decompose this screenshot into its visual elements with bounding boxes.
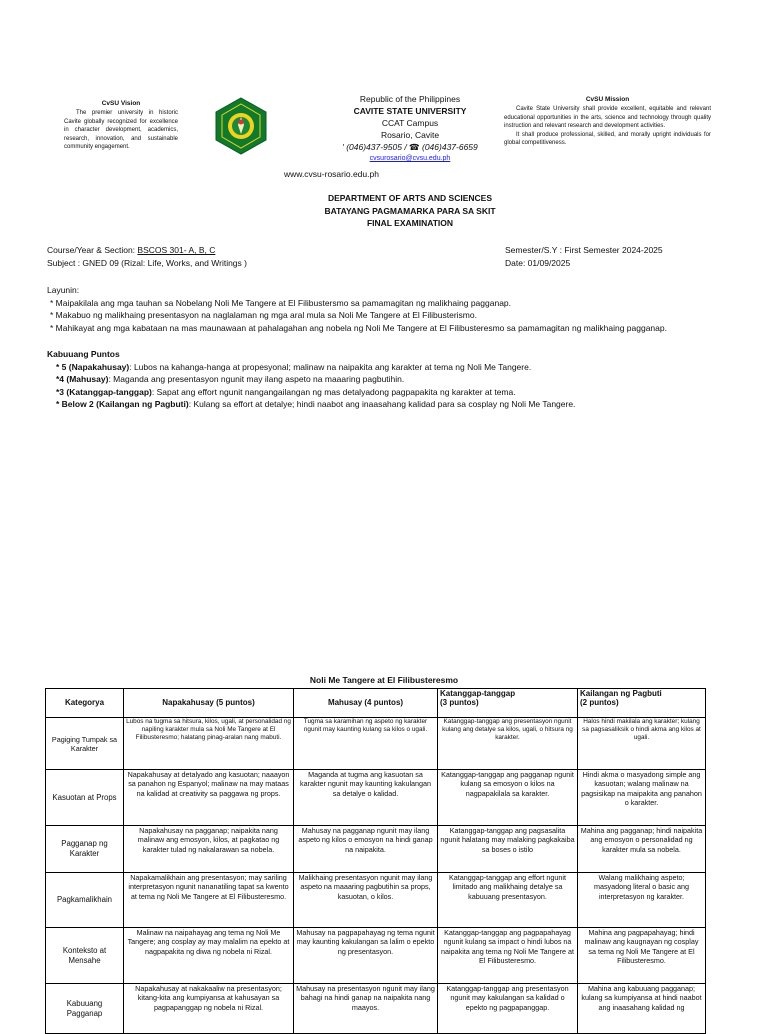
table-row <box>46 718 706 770</box>
table-cell: Malikhaing presentasyon ngunit may ilang aspeto na maaaring pagbutihin sa props, kasuotan, o kilos. <box>294 873 438 928</box>
department-heading <box>250 192 570 230</box>
header-cell: Napakahusay (5 puntos) <box>124 689 294 718</box>
vision-title: CvSU Vision <box>101 100 141 107</box>
table-cell: Napakahusay at detalyado ang kasuotan; naaayon sa panahon ng Espanyol; malinaw na may mataas na kalidad at creativity sa paggawa ng props. <box>124 770 294 826</box>
website-text: www.cvsu-rosario.edu.ph <box>284 169 379 179</box>
course-section <box>47 244 215 257</box>
table-cell: Napakamalikhain ang presentasyon; may sariling interpretasyon ngunit nananatiling tapat sa kwento at tema ng Noli Me Tangere at El Filibusteresmo. <box>124 873 294 928</box>
table-row <box>46 770 706 826</box>
table-header-row <box>46 689 706 718</box>
table-cell: Walang malikhaing aspeto; masyadong literal o basic ang interpretasyon ng karakter. <box>578 873 706 928</box>
table-cell: Katanggap-tanggap ang pagpapahayag ngunit kulang sa impact o hindi lubos na naipakita ang tema ng Noli Me Tangere at El Filibusteresmo. <box>438 928 578 984</box>
category-cell: Kasuotan at Props <box>46 770 124 826</box>
department-name: DEPARTMENT OF ARTS AND SCIENCES <box>327 193 493 203</box>
rubric-title: BATAYANG PAGMAMARKA PARA SA SKIT <box>324 205 496 216</box>
table-cell: Halos hindi makilala ang karakter; kulang sa pagsasaliksik o hindi akma ang kilos at ugali. <box>578 718 706 770</box>
header-cell: Kailangan ng Pagbuti (2 puntos) <box>578 689 706 718</box>
vision-block <box>64 100 178 152</box>
header-cell: Mahusay (4 puntos) <box>294 689 438 718</box>
republic-label: Republic of the Philippines <box>359 94 461 104</box>
mission-title: CvSU Mission <box>585 96 630 103</box>
scoring-item: *3 (Katanggap-tanggap): Sapat ang effort ngunit nangangailangan ng mas detalyadong pagpapakita ng karakter at tema. <box>56 386 516 397</box>
table-row <box>46 826 706 873</box>
table-cell: Hindi akma o masyadong simple ang kasuotan; walang malinaw na pagsisikap na maipakita ang panahon o karakter. <box>578 770 706 826</box>
category-cell: Pagganap ng Karakter <box>46 826 124 873</box>
table-cell: Katanggap-tanggap ang pagsasalita ngunit halatang may malaking pagkakaiba sa boses o istilo <box>438 826 578 873</box>
objective-item: * Mahikayat ang mga kabataan na mas maunawaan at pahalagahan ang nobela ng Noli Me Tangere at El Filibusteresmo sa pamamagitan ng malikhaing pagganap. <box>50 322 667 333</box>
category-cell: Kabuuang Pagganap <box>46 984 124 1034</box>
table-cell: Mahusay na presentasyon ngunit may ilang bahagi na hindi ganap na naipakita nang maayos. <box>294 984 438 1034</box>
table-cell: Mahina ang kabuuang pagganap; kulang sa kumpiyansa at hindi naabot ang inaasahang kalidad ng <box>578 984 706 1034</box>
scoring-section <box>47 348 747 411</box>
subject-line: Subject : GNED 09 (Rizal: Life, Works, and Writings ) <box>47 258 247 268</box>
table-row <box>46 873 706 928</box>
table-cell: Mahusay na pagpapahayag ng tema ngunit may kaunting kakulangan sa lalim o epekto ng presentasyon. <box>294 928 438 984</box>
exam-title: FINAL EXAMINATION <box>366 218 454 228</box>
scoring-heading: Kabuuang Puntos <box>47 349 120 359</box>
header-cell: Katanggap-tanggap (3 puntos) <box>438 689 578 718</box>
table-cell: Tugma sa karamihan ng aspeto ng karakter ngunit may kaunting kulang sa kilos o ugali. <box>294 718 438 770</box>
vision-body: The premier university in historic Cavite globally recognized for excellence in character development, academics, research, innovation, and sustainable community engagement. <box>64 110 178 151</box>
table-cell: Katanggap-tanggap ang presentasyon ngunit may kakulangan sa kalidad o epekto ng pagpapanggap. <box>438 984 578 1034</box>
header-cell: Kategorya <box>46 689 124 718</box>
category-cell: Pagiging Tumpak sa Karakter <box>46 718 124 770</box>
table-cell: Katanggap-tanggap ang pagganap ngunit kulang sa emosyon o kilos na nagpapakilala sa karakter. <box>438 770 578 826</box>
scoring-item: * Below 2 (Kailangan ng Pagbuti): Kulang sa effort at detalye; hindi naabot ang inaasahang kalidad para sa cosplay ng Noli Me Tangere. <box>56 399 576 410</box>
category-cell: Pagkamalikhain <box>46 873 124 928</box>
table-cell: Katanggap-tanggap ang presentasyon ngunit kulang ang detalye sa kilos, ugali, o hitsura ng karakter. <box>438 718 578 770</box>
campus-location: Rosario, Cavite <box>380 130 440 140</box>
semester-line: Semester/S.Y : First Semester 2024-2025 <box>505 245 663 255</box>
table-cell: Maganda at tugma ang kasuotan sa karakter ngunit may kaunting kakulangan sa detalye o kalidad. <box>294 770 438 826</box>
table-row <box>46 928 706 984</box>
date-line: Date: 01/09/2025 <box>505 258 571 268</box>
category-cell: Konteksto at Mensahe <box>46 928 124 984</box>
mission-body: Cavite State University shall provide excellent, equitable and relevant educational opportunities in the arts, science and technology through quality instruction and relevant research and development activities. It shall produce professional, skilled, and morally upright individuals for global competitiveness. <box>504 106 711 147</box>
email-link[interactable]: cvsurosario@cvsu.edu.ph <box>369 155 451 162</box>
table-cell: Mahina ang pagganap; hindi naipakita ang emosyon o personalidad ng karakter mula sa nobela. <box>578 826 706 873</box>
table-cell: Lubos na tugma sa hitsura, kilos, ugali, at personalidad ng napiling karakter mula sa Noli Me Tangere at El Filibusteresmo; halatang pinag-aralan nang mabuti. <box>124 718 294 770</box>
rubric-table <box>45 688 706 1034</box>
objectives-section <box>47 284 747 334</box>
course-value: BSCOS 301- A, B, C <box>137 245 216 255</box>
table-title: Noli Me Tangere at El Filibusteresmo <box>309 675 459 685</box>
table-cell: Katanggap-tanggap ang effort ngunit limitado ang malikhaing detalye sa kabuuang presentasyon. <box>438 873 578 928</box>
campus-name: CCAT Campus <box>381 118 439 128</box>
objectives-heading: Layunin: <box>47 285 80 295</box>
table-row <box>46 984 706 1034</box>
table-cell: Napakahusay at nakakaaliw na presentasyon; kitang-kita ang kumpiyansa at kahusayan sa pagpapanggap ng nobela ni Rizal. <box>124 984 294 1034</box>
scoring-item: *4 (Mahusay): Maganda ang presentasyon ngunit may ilang aspeto na maaaring pagbutihin. <box>56 374 405 385</box>
table-cell: Napakahusay na pagganap; naipakita nang malinaw ang emosyon, kilos, at pagkatao ng karakter tulad ng nakalarawan sa nobela. <box>124 826 294 873</box>
objective-item: * Makabuo ng malikhaing presentasyon na naglalaman ng mga aral mula sa Noli Me Tangere at El Filibusterismo. <box>50 310 477 321</box>
university-name: CAVITE STATE UNIVERSITY <box>353 106 467 116</box>
table-cell: Mahusay na pagganap ngunit may ilang aspeto ng kilos o emosyon na hindi ganap na naipakita. <box>294 826 438 873</box>
scoring-item: * 5 (Napakahusay): Lubos na kahanga-hanga at propesyonal; malinaw na naipakita ang karakter at tema ng Noli Me Tangere. <box>56 361 532 372</box>
table-cell: Malinaw na naipahayag ang tema ng Noli Me Tangere; ang cosplay ay may malalim na epekto at nagpapakita ng diwa ng nobela ni Rizal. <box>124 928 294 984</box>
table-cell: Mahina ang pagpapahayag; hindi malinaw ang kaugnayan ng cosplay sa tema ng Noli Me Tangere at El Filibusteresmo. <box>578 928 706 984</box>
mission-block <box>504 96 711 148</box>
course-label: Course/Year & Section: <box>47 245 136 255</box>
objective-item: * Maipakilala ang mga tauhan sa Nobelang Noli Me Tangere at El Filibustersmo sa pamamagitan ng malikhaing pagganap. <box>50 297 512 308</box>
phone-numbers: ' (046)437-9505 / ☎ (046)437-6659 <box>342 142 478 152</box>
